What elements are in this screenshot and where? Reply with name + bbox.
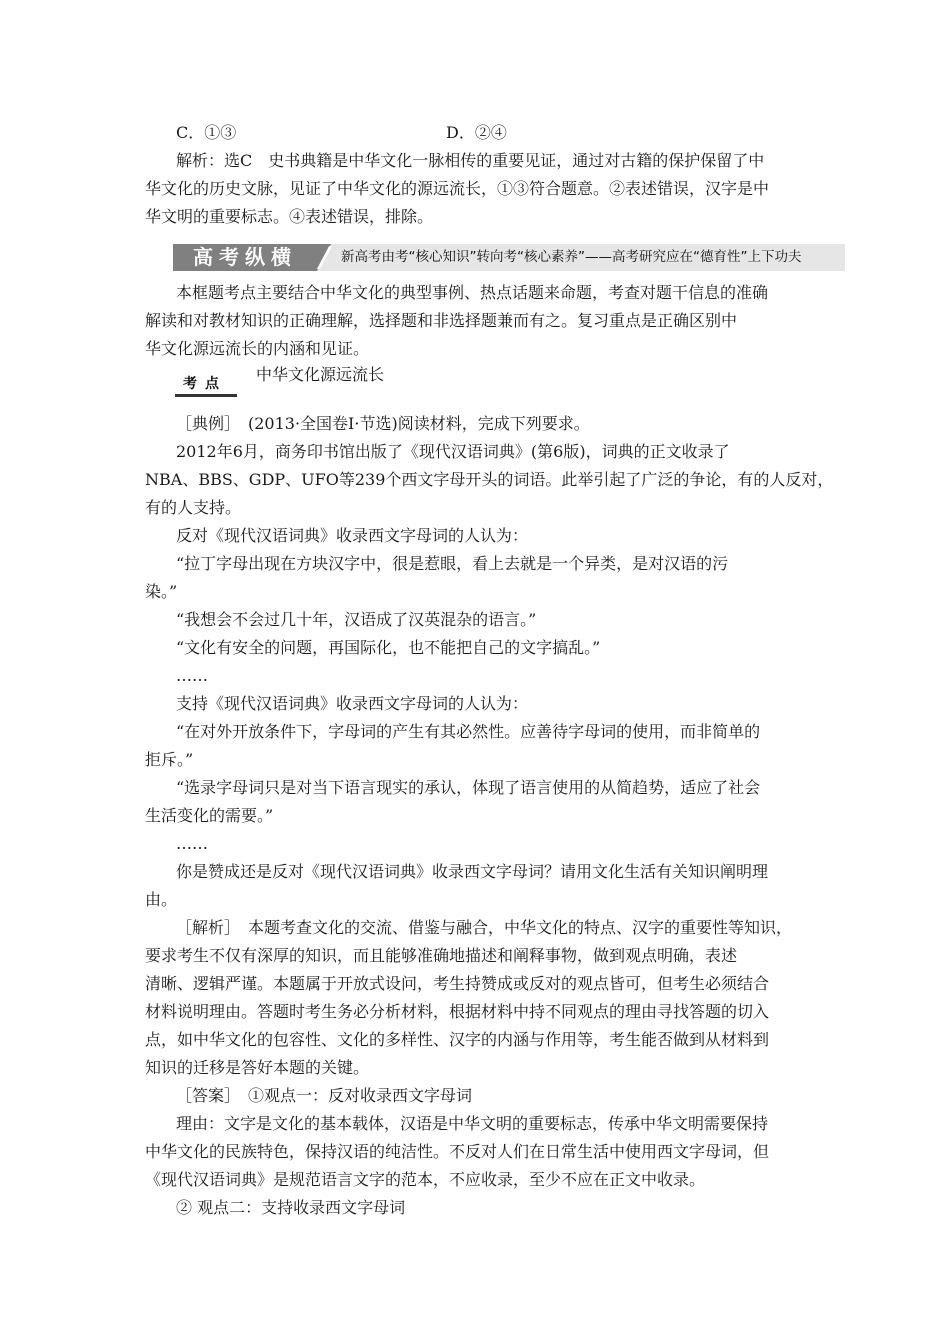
body-line: 材料说明理由。答题时考生务必分析材料，根据材料中持不同观点的理由寻找答题的切入 (145, 1002, 770, 1021)
body-line: 《现代汉语词典》是规范语言文字的范本，不应收录，至少不应在正文中收录。 (145, 1170, 706, 1189)
body-line: NBA、BBS、GDP、UFO等239个西文字母开头的词语。此举引起了广泛的争论，有的人反对， (145, 470, 834, 489)
body-line: 你是赞成还是反对《现代汉语词典》收录西文字母词？请用文化生活有关知识阐明理 (176, 862, 769, 881)
body-line: “选录字母词只是对当下语言现实的承认，体现了语言使用的从简趋势，适应了社会 (176, 778, 761, 797)
analysis-line: 解析：选C 史书典籍是中华文化一脉相传的重要见证，通过对古籍的保护保留了中 (176, 151, 765, 170)
body-line: 要求考生不仅有深厚的知识，而且能够准确地描述和阐释事物，做到观点明确，表述 (145, 946, 738, 965)
banner-text: 新高考由考“核心知识”转向考“核心素养”——高考研究应在“德育性”上下功夫 (341, 249, 802, 265)
kaodian-label: 考点 (183, 376, 227, 392)
body-line: ② 观点二：支持收录西文字母词 (176, 1198, 406, 1217)
kaodian-rule (175, 394, 237, 397)
analysis-line: 华文明的重要标志。④表述错误，排除。 (145, 207, 434, 226)
body-line: 理由：文字是文化的基本载体，汉语是中华文明的重要标志，传承中华文明需要保持 (176, 1114, 769, 1133)
body-line: 由。 (145, 890, 178, 909)
gaokao-banner (173, 244, 845, 271)
body-line: 2012年6月，商务印书馆出版了《现代汉语词典》(第6版)，词典的正文收录了 (176, 442, 730, 461)
body-line: “文化有安全的问题，再国际化，也不能把自己的文字搞乱。” (176, 638, 601, 657)
body-line: 知识的迁移是答好本题的关键。 (145, 1058, 370, 1077)
body-line: 生活变化的需要。” (145, 806, 274, 825)
body-line: ［解析］ 本题考查文化的交流、借鉴与融合，中华文化的特点、汉字的重要性等知识， (176, 918, 793, 937)
body-line: 染。” (145, 582, 178, 601)
body-line: …… (176, 834, 208, 853)
body-line: “在对外开放条件下，字母词的产生有其必然性。应善待字母词的使用，而非简单的 (176, 722, 761, 741)
intro-line: 本框题考点主要结合中华文化的典型事例、热点话题来命题，考查对题干信息的准确 (176, 283, 769, 302)
body-line: 拒斥。” (145, 750, 194, 769)
kaodian-title: 中华文化源远流长 (256, 365, 385, 384)
body-line: “我想会不会过几十年，汉语成了汉英混杂的语言。” (176, 610, 537, 629)
body-line: 反对《现代汉语词典》收录西文字母词的人认为： (176, 526, 529, 545)
body-line: 支持《现代汉语词典》收录西文字母词的人认为： (176, 694, 529, 713)
body-line: 点，如中华文化的包容性、文化的多样性、汉字的内涵与作用等，考生能否做到从材料到 (145, 1030, 770, 1049)
body-line: ［答案］ ①观点一：反对收录西文字母词 (176, 1086, 473, 1105)
intro-line: 华文化源远流长的内涵和见证。 (145, 339, 370, 358)
banner-tag: 高考纵横 (173, 244, 317, 271)
option-c: C．①③ (176, 123, 237, 142)
intro-line: 解读和对教材知识的正确理解，选择题和非选择题兼而有之。复习重点是正确区别中 (145, 311, 738, 330)
body-line: 有的人支持。 (145, 498, 242, 517)
body-line: 中华文化的民族特色，保持汉语的纯洁性。不反对人们在日常生活中使用西文字母词，但 (145, 1142, 770, 1161)
body-line: …… (176, 666, 208, 685)
option-d: D．②④ (446, 123, 507, 142)
body-line: “拉丁字母出现在方块汉字中，很是惹眼，看上去就是一个异类，是对汉语的污 (176, 554, 729, 573)
body-line: 清晰、逻辑严谨。本题属于开放式设问，考生持赞成或反对的观点皆可，但考生必须结合 (145, 974, 770, 993)
body-line: ［典例］ (2013·全国卷Ⅰ·节选)阅读材料，完成下列要求。 (176, 414, 590, 433)
analysis-line: 华文化的历史文脉，见证了中华文化的源远流长，①③符合题意。②表述错误，汉字是中 (145, 179, 770, 198)
